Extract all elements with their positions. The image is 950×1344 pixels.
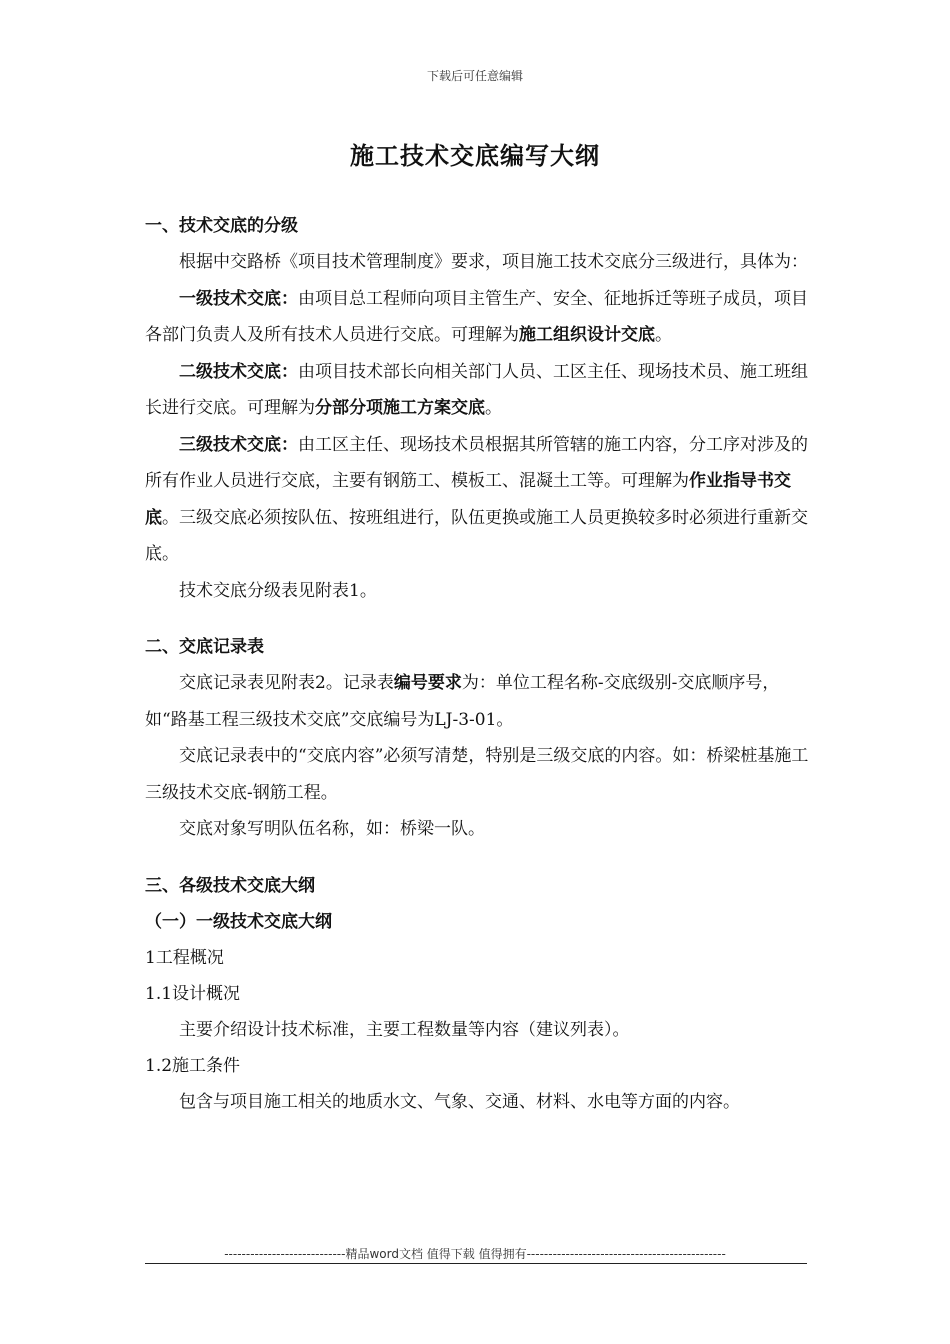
section-1-heading: 一、技术交底的分级 (145, 216, 298, 236)
section-3-heading: 三、各级技术交底大纲 (145, 875, 315, 896)
record-table-text-c: 为：单位工程名称-交底级别-交底顺序号，如“路基工程三级技术交底”交底编号为LJ-3-01。 (145, 673, 780, 730)
page-footer-note: ----------------------------精品word文档 值得下载 值得拥有---------------------------------------------- (224, 1247, 726, 1261)
section-1-intro: 根据中交路桥《项目技术管理制度》要求，项目施工技术交底分三级进行，具体为： (179, 252, 808, 272)
record-content-paragraph: 交底记录表中的“交底内容”必须写清楚，特别是三级交底的内容。如：桥梁桩基施工三级技术交底-钢筋工程。 (145, 746, 809, 803)
page-header-note: 下载后可任意编辑 (426, 69, 523, 83)
document-title: 施工技术交底编写大纲 (350, 142, 600, 170)
level-2-paragraph (145, 354, 813, 427)
level-2-end: 。 (485, 398, 502, 418)
level-2-label: 二级技术交底： (179, 361, 298, 382)
level-3-paragraph (145, 427, 813, 573)
section-2-heading: 二、交底记录表 (145, 637, 264, 657)
item-1-1-text: 主要介绍设计技术标准，主要工程数量等内容（建议列表）。 (179, 1019, 630, 1040)
level-3-bold: 作业指导书交底 (145, 471, 791, 528)
level-1-text: 由项目总工程师向项目主管生产、安全、征地拆迁等班子成员，项目各部门负责人及所有技术人员进行交底。可理解为 (145, 288, 808, 345)
numbering-requirement: 编号要求 (393, 673, 462, 693)
item-1-heading: 1工程概况 (145, 947, 224, 968)
level-2-text: 由项目技术部长向相关部门人员、工区主任、现场技术员、施工班组长进行交底。可理解为 (145, 361, 808, 418)
item-1-2-text: 包含与项目施工相关的地质水文、气象、交通、材料、水电等方面的内容。 (179, 1092, 740, 1112)
level-3-label: 三级技术交底： (179, 434, 298, 455)
record-table-text-a: 交底记录表见附表2。记录表 (179, 673, 394, 693)
level-3-end: 。三级交底必须按队伍、按班组进行，队伍更换或施工人员更换较多时必须进行重新交底。 (145, 507, 808, 564)
document-body (145, 208, 813, 1121)
level-1-end: 。 (655, 325, 672, 345)
item-1-1-heading: 1.1设计概况 (145, 983, 241, 1004)
subsection-1-heading: （一）一级技术交底大纲 (145, 911, 332, 932)
level-2-bold: 分部分项施工方案交底 (315, 398, 485, 418)
footer-rule (145, 1263, 807, 1264)
record-table-paragraph (145, 665, 813, 738)
table-reference: 技术交底分级表见附表1。 (179, 580, 377, 601)
level-1-paragraph (145, 281, 813, 354)
item-1-2-heading: 1.2施工条件 (145, 1056, 241, 1076)
level-1-bold: 施工组织设计交底 (519, 325, 655, 345)
level-3-text: 由工区主任、现场技术员根据其所管辖的施工内容，分工序对涉及的所有作业人员进行交底，主要有钢筋工、模板工、混凝土工等。可理解为 (145, 434, 808, 491)
record-target-paragraph: 交底对象写明队伍名称，如：桥梁一队。 (179, 819, 485, 839)
level-1-label: 一级技术交底： (179, 288, 298, 309)
